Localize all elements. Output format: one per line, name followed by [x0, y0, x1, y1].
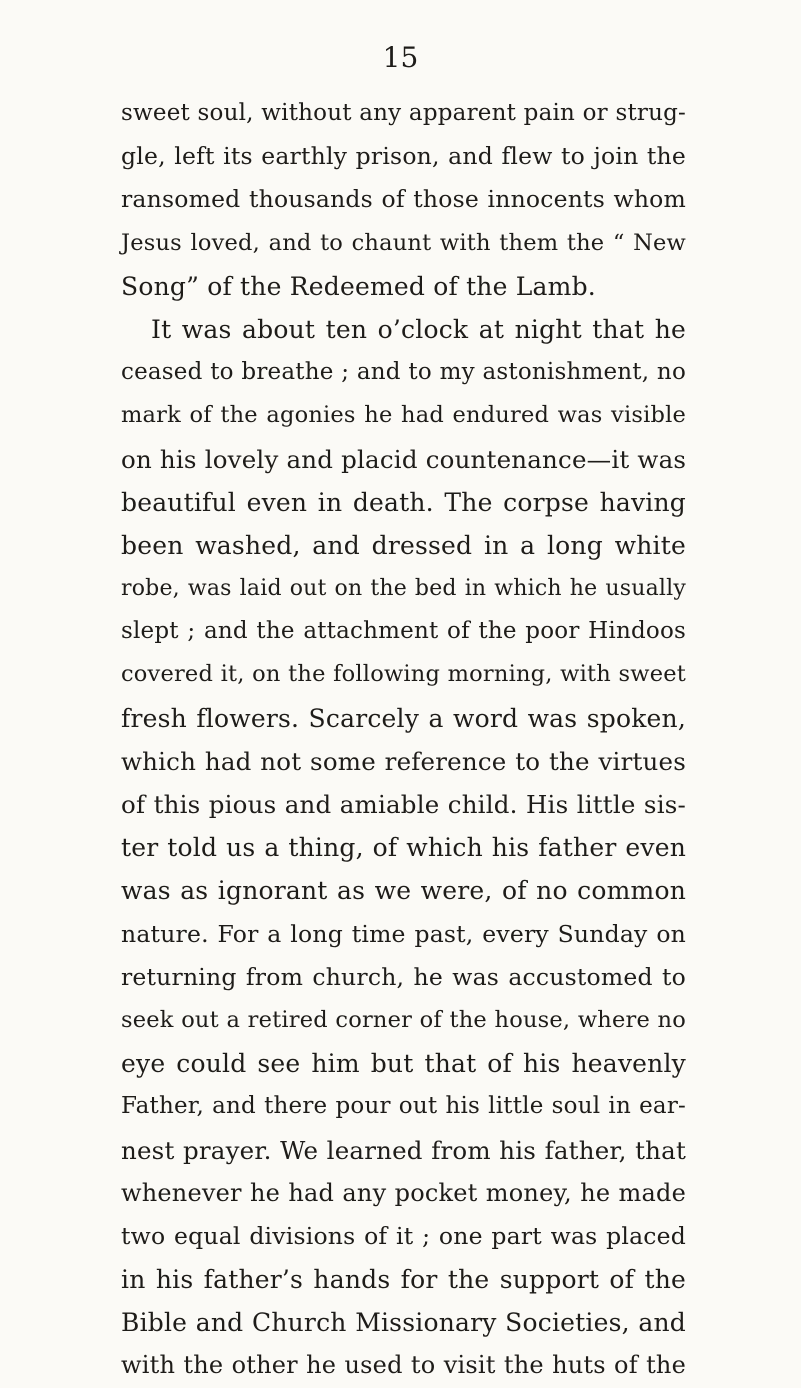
- text-line: returning from church, he was accustomed to: [121, 962, 686, 991]
- text-line: ceased to breathe ; and to my astonishment, no: [121, 359, 686, 386]
- text-line: robe, was laid out on the bed in which he usually: [121, 576, 686, 602]
- text-line: in his father’s hands for the support of the: [121, 1265, 686, 1295]
- text-line: been washed, and dressed in a long white: [121, 530, 686, 560]
- text-line: eye could see him but that of his heavenly: [121, 1049, 686, 1079]
- text-line: slept ; and the attachment of the poor Hindoos: [121, 618, 686, 645]
- text-line: Bible and Church Missionary Societies, and: [121, 1308, 686, 1338]
- text-line: Song” of the Redeemed of the Lamb.: [121, 271, 596, 301]
- page-number: 15: [382, 41, 419, 74]
- text-line: two equal divisions of it ; one part was placed: [121, 1221, 686, 1250]
- text-line: Father, and there pour out his little soul in ear-: [121, 1093, 686, 1120]
- text-line: whenever he had any pocket money, he made: [121, 1178, 686, 1207]
- text-line: of this pious and amiable child. His little sis-: [121, 790, 686, 819]
- text-line: which had not some reference to the virtues: [121, 746, 686, 776]
- text-line: ter told us a thing, of which his father even: [121, 833, 686, 863]
- text-line: with the other he used to visit the huts of the: [121, 1351, 686, 1380]
- text-line: ransomed thousands of those innocents whom: [121, 185, 686, 214]
- text-line: sweet soul, without any apparent pain or strug-: [121, 100, 686, 126]
- text-line: It was about ten o’clock at night that he: [151, 314, 686, 344]
- text-line: seek out a retired corner of the house, where no: [121, 1006, 686, 1033]
- text-line: mark of the agonies he had endured was visible: [121, 402, 686, 429]
- text-line: nest prayer. We learned from his father, that: [121, 1135, 686, 1165]
- text-line: nature. For a long time past, every Sunday on: [121, 919, 686, 948]
- text-line: was as ignorant as we were, of no common: [121, 876, 686, 906]
- text-line: beautiful even in death. The corpse having: [121, 487, 686, 517]
- text-line: covered it, on the following morning, with sweet: [121, 661, 686, 688]
- body-text: [121, 92, 686, 1388]
- text-line: gle, left its earthly prison, and flew to join the: [121, 142, 686, 171]
- text-line: fresh flowers. Scarcely a word was spoken,: [121, 703, 686, 733]
- text-line: Jesus loved, and to chaunt with them the “ New: [121, 229, 686, 256]
- text-line: on his lovely and placid countenance—it was: [121, 444, 687, 474]
